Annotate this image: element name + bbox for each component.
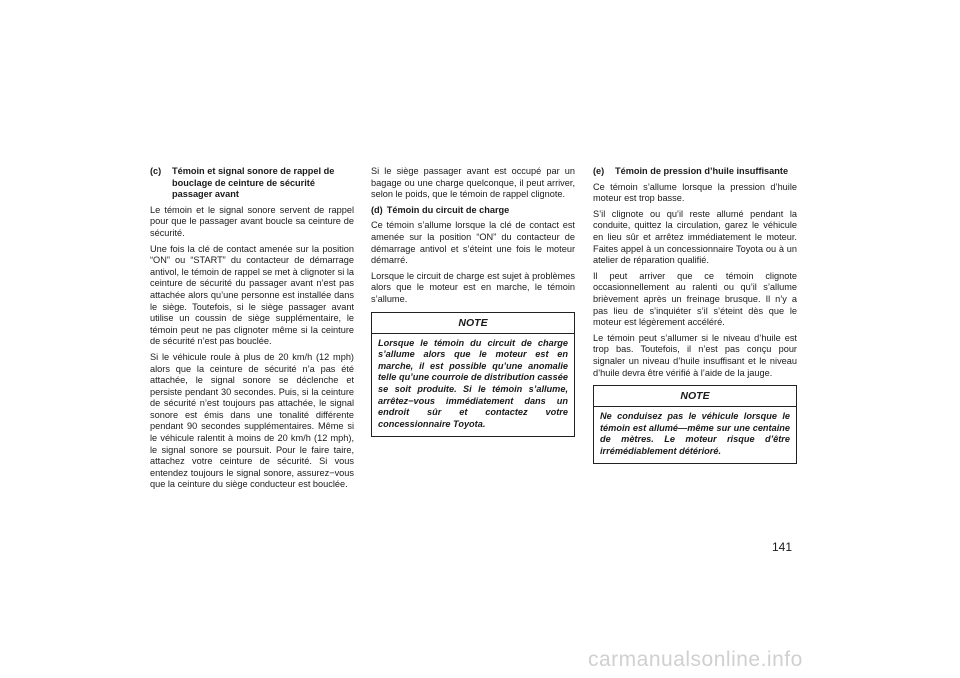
- paragraph: Une fois la clé de contact amenée sur la position “ON” ou “START” du contacteur de démarrage antivol, le témoin de rappel se met à clignoter si la ceinture de sécurité du passager avant n’est pas attachée alors qu’une personne est installée dans le siège. Toutefois, si le siège passager avant utilise un coussin de siège supplémentaire, le témoin peut ne pas clignoter même si la ceinture de sécurité n’est pas bouclée.: [150, 243, 354, 347]
- section-e-heading: [593, 166, 797, 178]
- paragraph: S’il clignote ou qu’il reste allumé pendant la conduite, quittez la circulation, garez le véhicule en lieu sûr et arrêtez immédiatement le moteur. Faites appel à un concessionnaire Toyota ou à un atelier de réparation qualifié.: [593, 208, 797, 266]
- note-heading: NOTE: [372, 317, 574, 334]
- note-text: Ne conduisez pas le véhicule lorsque le témoin est allumé—même sur une centaine de mètres. Le moteur risque d’être irrémédiablement détérioré.: [600, 411, 790, 456]
- paragraph: Ce témoin s’allume lorsque la clé de contact est amenée sur la position “ON” du contacteur de démarrage antivol et s’éteint une fois le moteur démarré.: [371, 220, 575, 266]
- watermark-text: carmanualsonline.info: [588, 648, 803, 671]
- note-heading: NOTE: [594, 390, 796, 407]
- note-text: Lorsque le témoin du circuit de charge s’allume alors que le moteur est en marche, il est possible qu’une anomalie telle qu’une courroie de distribution cassée se soit produite. Si le témoin s’allume, arrêtez−vous immédiatement dans un endroit sûr et contactez votre concessionnaire Toyota.: [378, 337, 568, 429]
- section-c-label: (c): [150, 166, 162, 176]
- paragraph: Ce témoin s’allume lorsque la pression d’huile moteur est trop basse.: [593, 181, 797, 204]
- section-e-label: (e): [593, 166, 605, 176]
- column-middle: [371, 166, 575, 437]
- paragraph: Si le siège passager avant est occupé par un bagage ou une charge quelconque, il peut arriver, selon le poids, que le témoin de rappel clignote.: [371, 166, 575, 200]
- section-d-label: (d): [371, 204, 383, 215]
- paragraph: Le témoin peut s’allumer si le niveau d’huile est trop bas. Toutefois, il n’est pas conçu pour signaler un niveau d’huile insuffisant et le niveau d’huile devra être vérifié à l’aide de la jauge.: [593, 332, 797, 378]
- column-left: [150, 166, 354, 495]
- page-number: 141: [772, 540, 793, 554]
- section-d-heading: [371, 205, 575, 217]
- section-c-title: Témoin et signal sonore de rappel de bouclage de ceinture de sécurité passager avant: [172, 166, 335, 200]
- section-c-heading: [150, 166, 354, 201]
- note-box-oil: [593, 385, 797, 464]
- paragraph: Le témoin et le signal sonore servent de rappel pour que le passager avant boucle sa ceinture de sécurité.: [150, 204, 354, 238]
- section-d-title: Témoin du circuit de charge: [386, 204, 510, 215]
- section-e-title: Témoin de pression d’huile insuffisante: [615, 166, 789, 176]
- paragraph: Si le véhicule roule à plus de 20 km/h (12 mph) alors que la ceinture de sécurité n’a pas été attachée, le signal sonore se déclenche et persiste pendant 30 secondes. Puis, si la ceinture de sécurité n’est toujours pas attachée, le signal sonore est émis dans une tonalité différente pendant 90 secondes supplémentaires. Même si le véhicule ralentit à moins de 20 km/h (12 mph), le signal sonore se poursuit. Pour le faire taire, attachez votre ceinture de sécurité. Si vous entendez toujours le signal sonore, assurez−vous que la ceinture du siège conducteur est bouclée.: [150, 351, 354, 490]
- paragraph: Il peut arriver que ce témoin clignote occasionnellement au ralenti ou qu’il s’allume brièvement après un freinage brusque. Il n’y a pas lieu de s’inquiéter s’il s’éteint dès que le moteur est légèrement accéléré.: [593, 270, 797, 328]
- note-box-charge: [371, 312, 575, 438]
- column-right: [593, 166, 797, 464]
- paragraph: Lorsque le circuit de charge est sujet à problèmes alors que le moteur est en marche, le témoin s’allume.: [371, 270, 575, 304]
